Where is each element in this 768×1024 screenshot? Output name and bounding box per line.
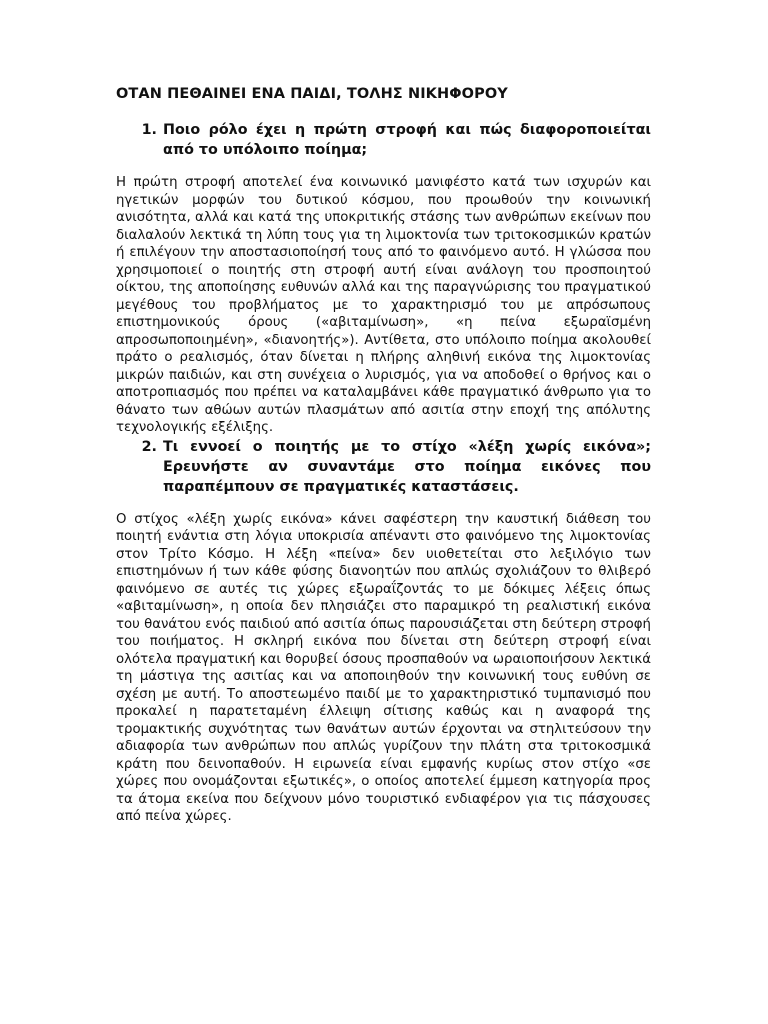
question-number: 1. xyxy=(141,122,157,138)
question-number: 2. xyxy=(141,438,157,455)
question-text: Ποιο ρόλο έχει η πρώτη στροφή και πώς διαφοροποιείται από το υπόλοιπο ποίημα; xyxy=(163,122,651,158)
question-1 xyxy=(116,120,651,160)
answer-2: Ο στίχος «λέξη χωρίς εικόνα» κάνει σαφέστερη την καυστική διάθεση του ποιητή ενάντια στη λόγια υποκρισία απέναντι στο φαινόμενο της λιμοκτονίας στον Τρίτο Κόσμο. Η λέξη «πείνα» δεν υιοθετείται στο λεξιλόγιο των επιστημόνων ή των κάθε φύσης διανοητών που απλώς σχολιάζουν το θλιβερό φαινόμενο σε αυτές τις χώρες εξωραΐζοντάς το με δόκιμες λέξεις όπως «αβιταμίνωση», η οποία δεν πλησιάζει στο παραμικρό τη ρεαλιστική εικόνα του θανάτου ενός παιδιού από ασιτία όπως παρουσιάζεται στη δεύτερη στροφή του ποιήματος. Η σκληρή εικόνα που δίνεται στη δεύτερη στροφή είναι ολότελα πραγματική και θορυβεί όσους προσπαθούν να ωραιοποιήσουν λεκτικά τη μάστιγα της ασιτίας και να αποποιηθούν την κοινωνική τους ευθύνη σε σχέση με αυτή. Το αποστεωμένο παιδί με το χαρακτηριστικό τυμπανισμό που προκαλεί η παρατεταμένη έλλειψη σίτισης καθώς και η αναφορά της τρομακτικής συχνότητας των θανάτων αυτών έρχονται να στηλιτεύσουν την αδιαφορία των ανθρώπων που απλώς γυρίζουν την πλάτη στα τριτοκοσμικά κράτη που δεινοπαθούν. Η ειρωνεία είναι εμφανής κυρίως στον στίχο «σε χώρες που ονομάζονται εξωτικές», ο οποίος αποτελεί έμμεση κατηγορία προς τα άτομα εκείνα που δείχνουν μόνο τουριστικό ενδιαφέρον για τις πάσχουσες από πείνα χώρες. xyxy=(116,511,651,824)
document-title: ΟΤΑΝ ΠΕΘΑΙΝΕΙ ΕΝΑ ΠΑΙΔΙ, ΤΟΛΗΣ ΝΙΚΗΦΟΡΟΥ xyxy=(116,86,508,102)
question-2 xyxy=(116,437,651,497)
question-text: Τι εννοεί ο ποιητής με το στίχο «λέξη χωρίς εικόνα»; Ερευνήστε αν συναντάμε στο ποίημα εικόνες που παραπέμπουν σε πραγματικές καταστάσεις. xyxy=(163,438,651,495)
answer-1: Η πρώτη στροφή αποτελεί ένα κοινωνικό μανιφέστο κατά των ισχυρών και ηγετικών μορφών του δυτικού κόσμου, που προωθούν την κοινωνική ανισότητα, αλλά και κατά της υποκριτικής στάσης των ανθρώπων εκείνων που διαλαλούν λεκτικά τη λύπη τους για τη λιμοκτονία των τριτοκοσμικών κρατών ή επιλέγουν την αποστασιοποίησή τους από το φαινόμενο αυτό. Η γλώσσα που χρησιμοποιεί ο ποιητής στη στροφή αυτή είναι ανάλογη του προσποιητού οίκτου, της αποποίησης ευθυνών αλλά και της παραγνώρισης του πραγματικού μεγέθους του προβλήματος με το χαρακτηρισμό του με απρόσωπους επιστημονικούς όρους («αβιταμίνωση», «η πείνα εξωραϊσμένη απροσωποποιημένη», «διανοητής»). Αντίθετα, στο υπόλοιπο ποίημα ακολουθεί πράτο ο ρεαλισμός, όταν δίνεται η πλήρης αληθινή εικόνα της λιμοκτονίας μικρών παιδιών, και στη συνέχεια ο λυρισμός, για να αποδοθεί ο θρήνος και ο αποτροπιασμός που πρέπει να καταλαμβάνει κάθε πραγματικό άνθρωπο για το θάνατο των αθώων αυτών πλασμάτων από ασιτία στην εποχή της απόλυτης τεχνολογικής εξέλιξης. xyxy=(116,175,651,435)
document-page xyxy=(116,82,651,826)
